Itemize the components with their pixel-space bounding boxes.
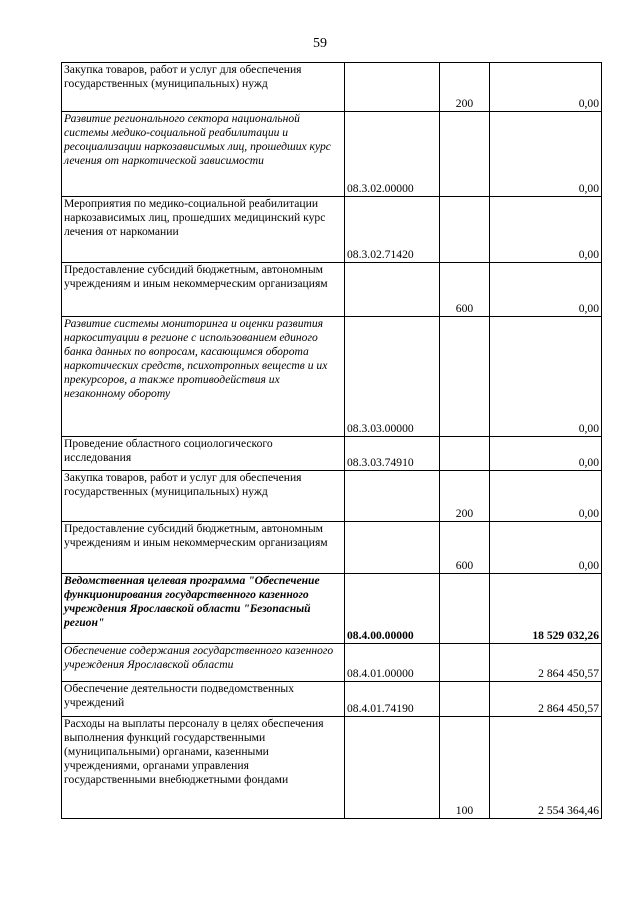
row-name: Расходы на выплаты персоналу в целях обеспечения выполнения функций государственными (муниципальными) органами, казенными учреждениями, органами управления государственными внебюджетными фондами xyxy=(62,717,345,819)
row-name: Развитие системы мониторинга и оценки развития наркоситуации в регионе с использованием единого банка данных по вопросам, касающимся оборота наркотических средств, психотропных веществ и их прекурсоров, а также противодействия их незаконному обороту xyxy=(62,317,345,437)
row-amount: 0,00 xyxy=(490,63,602,112)
row-code: 08.3.02.00000 xyxy=(345,112,440,197)
table-row xyxy=(62,471,602,522)
row-name: Закупка товаров, работ и услуг для обеспечения государственных (муниципальных) нужд xyxy=(62,471,345,522)
row-code: 08.3.03.00000 xyxy=(345,317,440,437)
row-code: 08.4.00.00000 xyxy=(345,574,440,644)
row-code: 08.3.02.71420 xyxy=(345,197,440,263)
row-amount: 18 529 032,26 xyxy=(490,574,602,644)
row-expense-type xyxy=(440,317,490,437)
row-expense-type: 100 xyxy=(440,717,490,819)
table-row xyxy=(62,574,602,644)
row-amount: 0,00 xyxy=(490,317,602,437)
row-name: Ведомственная целевая программа "Обеспечение функционирования государственного казенного учреждения Ярославской области "Безопасный регион" xyxy=(62,574,345,644)
table-row xyxy=(62,112,602,197)
row-amount: 2 864 450,57 xyxy=(490,682,602,717)
row-name: Закупка товаров, работ и услуг для обеспечения государственных (муниципальных) нужд xyxy=(62,63,345,112)
row-amount: 2 864 450,57 xyxy=(490,644,602,682)
row-name: Развитие регионального сектора национальной системы медико-социальной реабилитации и ресоциализации наркозависимых лиц, прошедших курс лечения от наркотической зависимости xyxy=(62,112,345,197)
row-code: 08.3.03.74910 xyxy=(345,437,440,471)
row-expense-type xyxy=(440,682,490,717)
table-row xyxy=(62,682,602,717)
row-code xyxy=(345,522,440,574)
row-name: Обеспечение содержания государственного казенного учреждения Ярославской области xyxy=(62,644,345,682)
budget-table xyxy=(61,62,602,819)
row-expense-type xyxy=(440,574,490,644)
row-code xyxy=(345,471,440,522)
table-row xyxy=(62,197,602,263)
row-expense-type: 200 xyxy=(440,63,490,112)
row-amount: 0,00 xyxy=(490,522,602,574)
row-expense-type: 600 xyxy=(440,522,490,574)
table-row xyxy=(62,63,602,112)
row-expense-type xyxy=(440,197,490,263)
row-code xyxy=(345,263,440,317)
row-expense-type: 200 xyxy=(440,471,490,522)
row-expense-type xyxy=(440,112,490,197)
table-row xyxy=(62,644,602,682)
page-number: 59 xyxy=(313,36,327,51)
row-amount: 2 554 364,46 xyxy=(490,717,602,819)
row-expense-type xyxy=(440,437,490,471)
row-amount: 0,00 xyxy=(490,197,602,263)
row-name: Проведение областного социологического исследования xyxy=(62,437,345,471)
table-row xyxy=(62,437,602,471)
row-code xyxy=(345,63,440,112)
table-row xyxy=(62,717,602,819)
row-amount: 0,00 xyxy=(490,263,602,317)
row-name: Мероприятия по медико-социальной реабилитации наркозависимых лиц, прошедших медицинский курс лечения от наркомании xyxy=(62,197,345,263)
row-amount: 0,00 xyxy=(490,437,602,471)
row-amount: 0,00 xyxy=(490,112,602,197)
table-row xyxy=(62,263,602,317)
row-name: Обеспечение деятельности подведомственных учреждений xyxy=(62,682,345,717)
table-row xyxy=(62,317,602,437)
table-row xyxy=(62,522,602,574)
row-amount: 0,00 xyxy=(490,471,602,522)
row-code: 08.4.01.00000 xyxy=(345,644,440,682)
row-name: Предоставление субсидий бюджетным, автономным учреждениям и иным некоммерческим организациям xyxy=(62,522,345,574)
row-code xyxy=(345,717,440,819)
row-expense-type: 600 xyxy=(440,263,490,317)
row-code: 08.4.01.74190 xyxy=(345,682,440,717)
row-name: Предоставление субсидий бюджетным, автономным учреждениям и иным некоммерческим организациям xyxy=(62,263,345,317)
row-expense-type xyxy=(440,644,490,682)
